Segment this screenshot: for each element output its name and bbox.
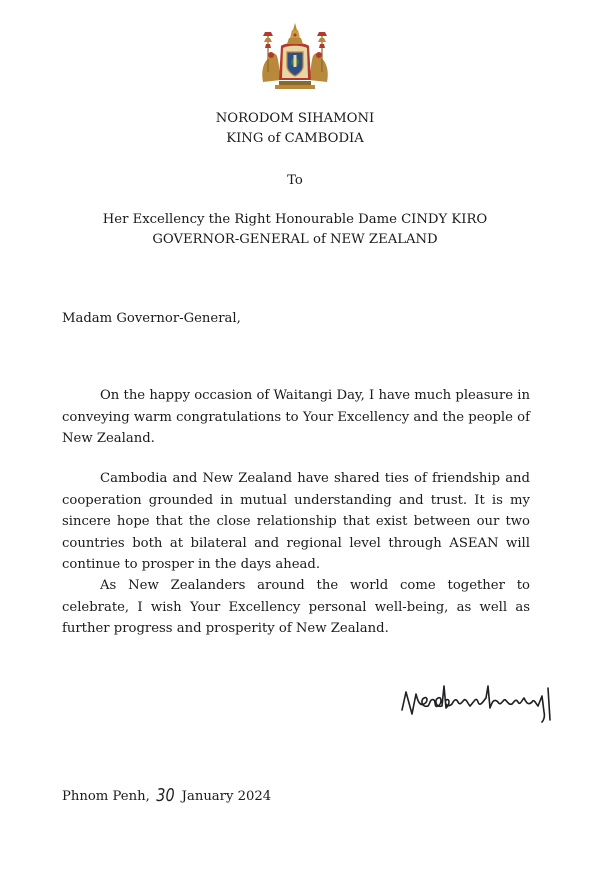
body-paragraph: Cambodia and New Zealand have shared ties of friendship and cooperation grounded in mutual understanding and trust. It is my sincere hope that the close relationship that exist between our two countries both at bilateral and regional level through ASEAN will continue to prosper in the days ahead. [62, 471, 530, 572]
closing-line [62, 786, 271, 806]
closing-month-year: January 2024 [181, 789, 272, 804]
sender-name: NORODOM SIHAMONI [215, 111, 375, 126]
body-paragraph: On the happy occasion of Waitangi Day, I have much pleasure in conveying warm congratulations to Your Excellency and the people of New Zealand. [62, 388, 530, 446]
sender-title: KING of CAMBODIA [226, 131, 364, 146]
handwritten-signature [398, 680, 558, 724]
recipient-title: GOVERNOR-GENERAL of NEW ZEALAND [152, 232, 438, 247]
recipient-name: Her Excellency the Right Honourable Dame CINDY KIRO [102, 212, 488, 227]
royal-coat-of-arms-icon [257, 22, 333, 92]
to-line: To [287, 173, 303, 188]
closing-place: Phnom Penh, [62, 789, 150, 804]
closing-day-handwritten: 30 [156, 785, 175, 806]
salutation: Madam Governor-General, [62, 311, 241, 326]
body-paragraph: As New Zealanders around the world come together to celebrate, I wish Your Excellency personal well-being, as well as further progress and prosperity of New Zealand. [62, 578, 530, 636]
